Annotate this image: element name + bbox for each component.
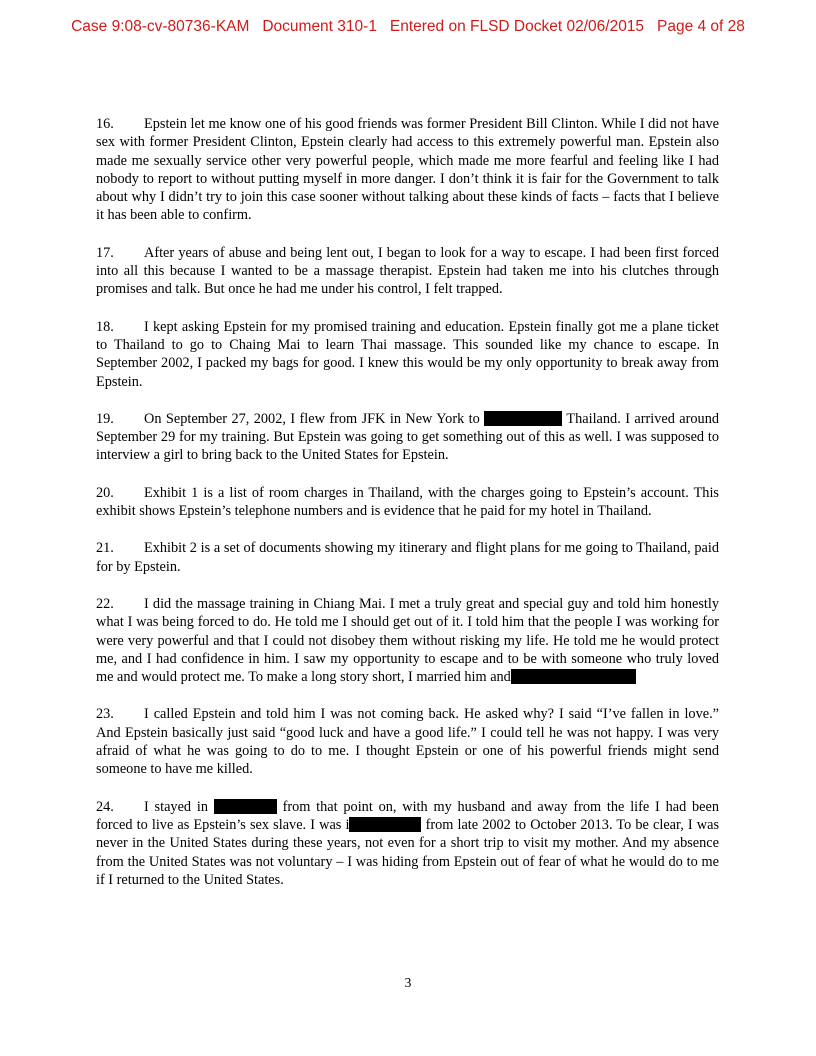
redaction-bar	[484, 411, 562, 426]
paragraph-23	[96, 705, 719, 778]
case-number: Case 9:08-cv-80736-KAM	[71, 18, 250, 35]
paragraph-text: After years of abuse and being lent out, I began to look for a way to escape. I had been first forced into all this because I wanted to be a massage therapist. Epstein had taken me into his clutches through promises and talk. But once he had me under his control, I felt trapped.	[96, 244, 719, 298]
page-number: 3	[404, 975, 412, 990]
paragraph-19	[96, 410, 719, 465]
paragraph-text: Exhibit 1 is a list of room charges in Thailand, with the charges going to Epstein’s account. This exhibit shows Epstein’s telephone numbers and is evidence that he paid for my hotel in Thailand.	[96, 484, 719, 520]
paragraph-number: 19.	[96, 410, 114, 427]
page-indicator: Page 4 of 28	[656, 18, 745, 35]
paragraph-number: 18.	[96, 318, 114, 335]
paragraph-number: 24.	[96, 798, 114, 815]
document-body	[96, 115, 719, 908]
paragraph-number: 16.	[96, 116, 114, 132]
paragraph-24	[96, 798, 719, 889]
paragraph-number: 22.	[96, 595, 114, 612]
paragraph-text: I did the massage training in Chiang Mai. I met a truly great and special guy and told him honestly what I was being forced to do. He told me I should get out of it. I told him that the people I was working for were very powerful and that I could not disobey them without risking my life. He told me he would protect me, and I had confidence in him. I saw my opportunity to escape and to be with someone who truly loved me and would protect me. To make a long story short, I married him and	[96, 595, 719, 686]
redaction-bar	[214, 799, 277, 814]
paragraph-text: Thailand. I arrived around September 29 for my training. But Epstein was going to get something out of this as well. I was supposed to interview a girl to bring back to the United States for Epstein.	[96, 410, 719, 464]
paragraph-text: from late 2002 to October 2013. To be clear, I was never in the United States during these years, not even for a short trip to visit my mother. And my absence from the United States was not voluntary – I was hiding from Epstein out of fear of what he would do to me if I returned to the United States.	[96, 816, 720, 888]
paragraph-number: 17.	[96, 244, 114, 261]
document-number: Document 310-1	[262, 18, 377, 35]
paragraph-text: Exhibit 2 is a set of documents showing my itinerary and flight plans for me going to Thailand, paid for by Epstein.	[96, 540, 719, 575]
paragraph-number: 21.	[96, 540, 114, 557]
docket-header	[0, 18, 816, 36]
paragraph-text: from that point on, with my husband and away from the life I had been forced to live as Epstein’s sex slave. I was i	[96, 798, 720, 833]
paragraph-text: I called Epstein and told him I was not coming back. He asked why? I said “I’ve fallen in love.” And Epstein basically just said “good luck and have a good life.” I could tell he was not happy. I was very afraid of what he was going to do to me. I thought Epstein or one of his powerful friends might send someone to have me killed.	[96, 706, 719, 778]
paragraph-18	[96, 318, 719, 391]
paragraph-16	[96, 115, 719, 225]
paragraph-17	[96, 244, 719, 299]
paragraph-text: Epstein let me know one of his good friends was former President Bill Clinton. While I did not have sex with former President Clinton, Epstein clearly had access to this extremely powerful man. Epstein also made me sexually service other very powerful people, which made me more fearful and feeling like I had nobody to report to without putting myself in more danger. I don’t think it is fair for the Government to talk about why I didn’t try to join this case sooner without talking about these kinds of facts – facts that I believe it has been able to confirm.	[96, 116, 719, 224]
paragraph-21	[96, 539, 719, 576]
paragraph-number: 20.	[96, 484, 114, 501]
paragraph-22	[96, 595, 719, 686]
paragraph-text: I kept asking Epstein for my promised training and education. Epstein finally got me a plane ticket to Thailand to go to Chaing Mai to learn Thai massage. This sounded like my chance to escape. In September 2002, I packed my bags for good. I knew this would be my only opportunity to break away from Epstein.	[96, 318, 719, 390]
docket-entry: Entered on FLSD Docket 02/06/2015	[389, 18, 645, 35]
paragraph-number: 23.	[96, 706, 114, 723]
redaction-bar	[511, 669, 636, 684]
paragraph-text: I stayed in	[144, 798, 208, 815]
paragraph-20	[96, 484, 719, 521]
paragraph-text: On September 27, 2002, I flew from JFK in New York to	[144, 410, 480, 427]
redaction-bar	[349, 817, 421, 832]
